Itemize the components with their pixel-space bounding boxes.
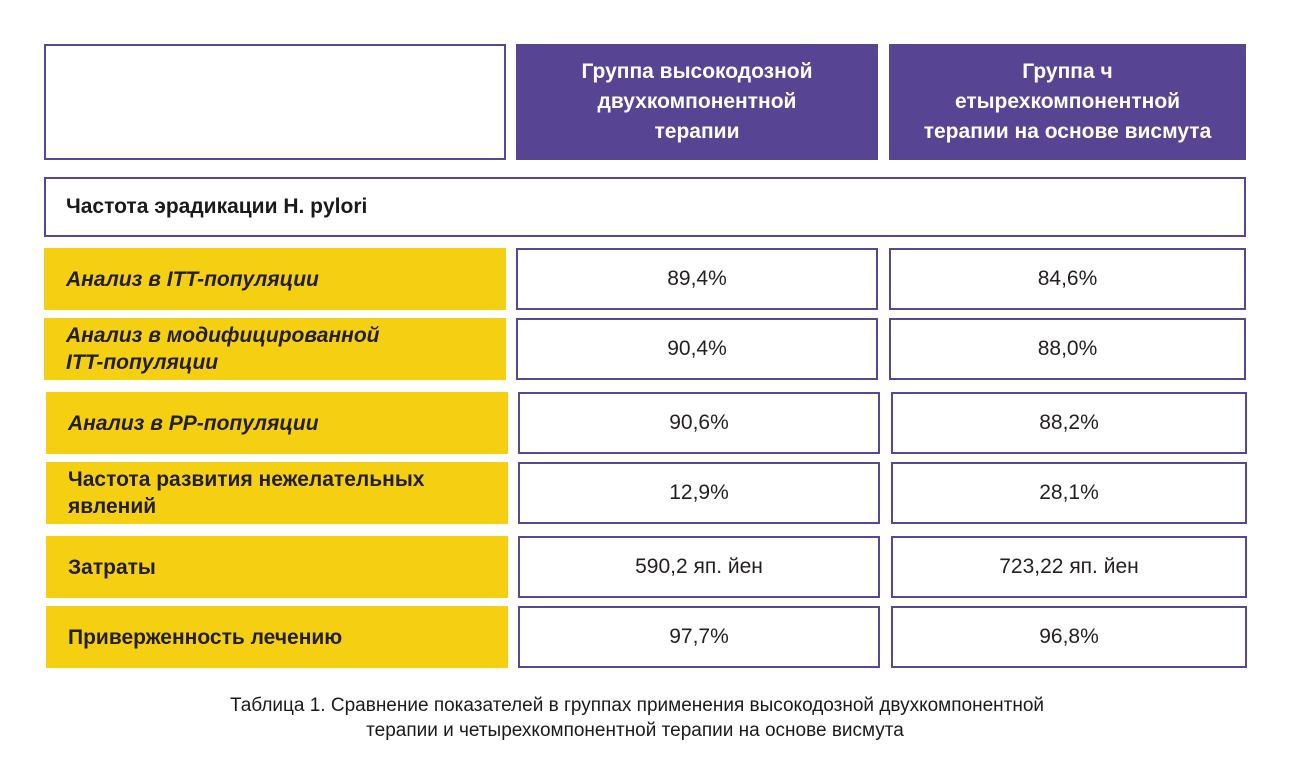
row-label-itt: Анализ в ITT-популяции <box>44 248 506 310</box>
section-eradication-rate: Частота эрадикации H. pylori <box>44 177 1246 237</box>
row-itt-dual-value: 89,4% <box>516 248 878 310</box>
row-label-adherence: Приверженность лечению <box>46 606 508 668</box>
row-modified-itt-quadruple-value: 88,0% <box>889 318 1246 380</box>
row-pp-dual-value: 90,6% <box>518 392 880 454</box>
table-caption-line-1: Таблица 1. Сравнение показателей в группах применения высокодозной двухкомпонентной <box>229 695 1045 716</box>
row-pp-quadruple-value: 88,2% <box>891 392 1247 454</box>
row-adverse-events-dual-value: 12,9% <box>518 462 880 524</box>
header-bismuth-quadruple-therapy: Группа ч етырехкомпонентной терапии на основе висмута <box>889 44 1246 160</box>
row-adherence-quadruple-value: 96,8% <box>891 606 1247 668</box>
row-label-costs: Затраты <box>46 536 508 598</box>
header-high-dose-dual-therapy: Группа высокодозной двухкомпонентной терапии <box>516 44 878 160</box>
row-modified-itt-dual-value: 90,4% <box>516 318 878 380</box>
row-adverse-events-quadruple-value: 28,1% <box>891 462 1247 524</box>
row-adherence-dual-value: 97,7% <box>518 606 880 668</box>
row-costs-dual-value: 590,2 яп. йен <box>518 536 880 598</box>
row-label-adverse-events: Частота развития нежелательных явлений <box>46 462 508 524</box>
row-itt-quadruple-value: 84,6% <box>889 248 1246 310</box>
row-costs-quadruple-value: 723,22 яп. йен <box>891 536 1247 598</box>
row-label-pp: Анализ в PP-популяции <box>46 392 508 454</box>
header-empty-cell <box>44 44 506 160</box>
table-caption-line-2: терапии и четырехкомпонентной терапии на основе висмута <box>366 720 904 741</box>
row-label-modified-itt: Анализ в модифицированной ITT-популяции <box>44 318 506 380</box>
